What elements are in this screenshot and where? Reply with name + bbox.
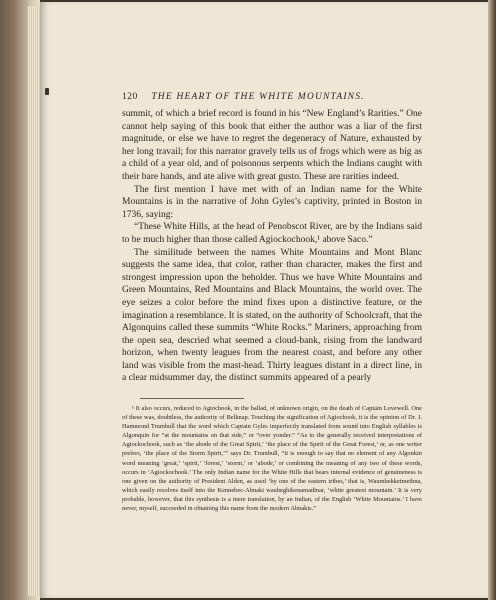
page-header: [122, 92, 422, 102]
footnote: ¹ It also occurs, reduced to Agiochook, in the ballad, of unknown origin, on the death of Captain Lovewell. One of these was, doubtless, the authority of Belknap. Touching the signification of Agiochook, it is the opinion of Dr. J. Hammond Trumbull that the word which Captain Gyles imperfectly translated from sound into English syllables is Algonquin for “at the mountains on that side,” or “over yonder.” “As to the generally received interpretations of Agiockochook, such as ‘the abode of the Great Spirit,’ ‘the place of the Spirit of the Great Forest,’ or, as one writer prefers, ‘the place of the Storm Spirit,’” says Dr. Trumbull, “it is enough to say that no element of any Algonkin word meaning ‘great,’ ‘spirit,’ ‘forest,’ ‘storm,’ or ‘abode,’ or combining the meaning of any two of these words, occurs in ‘Agiockochook.’ The only Indian name for the White Hills that bears internal evidence of genuineness is one given on the authority of President Alden, as used ‘by one of the eastern tribes,’ that is, Waumbekketmethna, which easily resolves itself into the Kennebec-Abnaki waubeghikenamadinar, ‘white greatest mountain.’ It is very probable, however, that this synthesis is a mere translation, by an Indian, of the English ‘White Mountains.’ I have never, myself, succeeded in obtaining this name from the modern Abnakis.”: [122, 405, 422, 513]
paragraph-2: The first mention I have met with of an Indian name for the White Mountains is in the narrative of John Gyles’s captivity, printed in Boston in 1736, saying:: [122, 184, 422, 220]
running-head: THE HEART OF THE WHITE MOUNTAINS.: [151, 92, 365, 102]
paragraph-4: The similitude between the names White Mountains and Mont Blanc suggests the same idea, that color, rather than character, makes the first and strongest impression upon the beholder. Thus we have White Mountains and Green Mountains, Red Mountains and Black Mountains, the world over. The eye seizes a color before the mind fixes upon a distinctive feature, or the imagination a resemblance. It is stated, on the authority of Schoolcraft, that the Algonquins called these summits “White Rocks.” Mariners, approaching from the open sea, descried what seemed a cloud-bank, rising from the landward horizon, when twenty leagues from the nearest coast, and before any other land was visible from the mast-head. Thirty leagues distant in a direct line, in a clear midsummer day, the distinct summits appeared of a pearly: [122, 247, 422, 384]
margin-mark: [45, 88, 49, 95]
paragraph-1: summit, of which a brief record is found in his “New England’s Rarities.” One cannot help saying of this book that either the author was a liar of the first magnitude, or else we have to regret the degeneracy of Nature, exhausted by her long travail; for this narrator gravely tells us of frogs which were as big as a child of a year old, and of poisonous serpents which the Indians caught with their bare hands, and ate alive with great gusto. These are rarities indeed.: [122, 109, 422, 182]
page-number: 120: [122, 92, 138, 102]
footnote-rule: [140, 398, 244, 399]
paragraph-quote: “These White Hills, at the head of Penobscot River, are by the Indians said to be much higher than those called Agiockochook,¹ above Saco.”: [122, 222, 422, 245]
book-cover-edge: [488, 0, 496, 600]
body-text: [122, 108, 422, 385]
